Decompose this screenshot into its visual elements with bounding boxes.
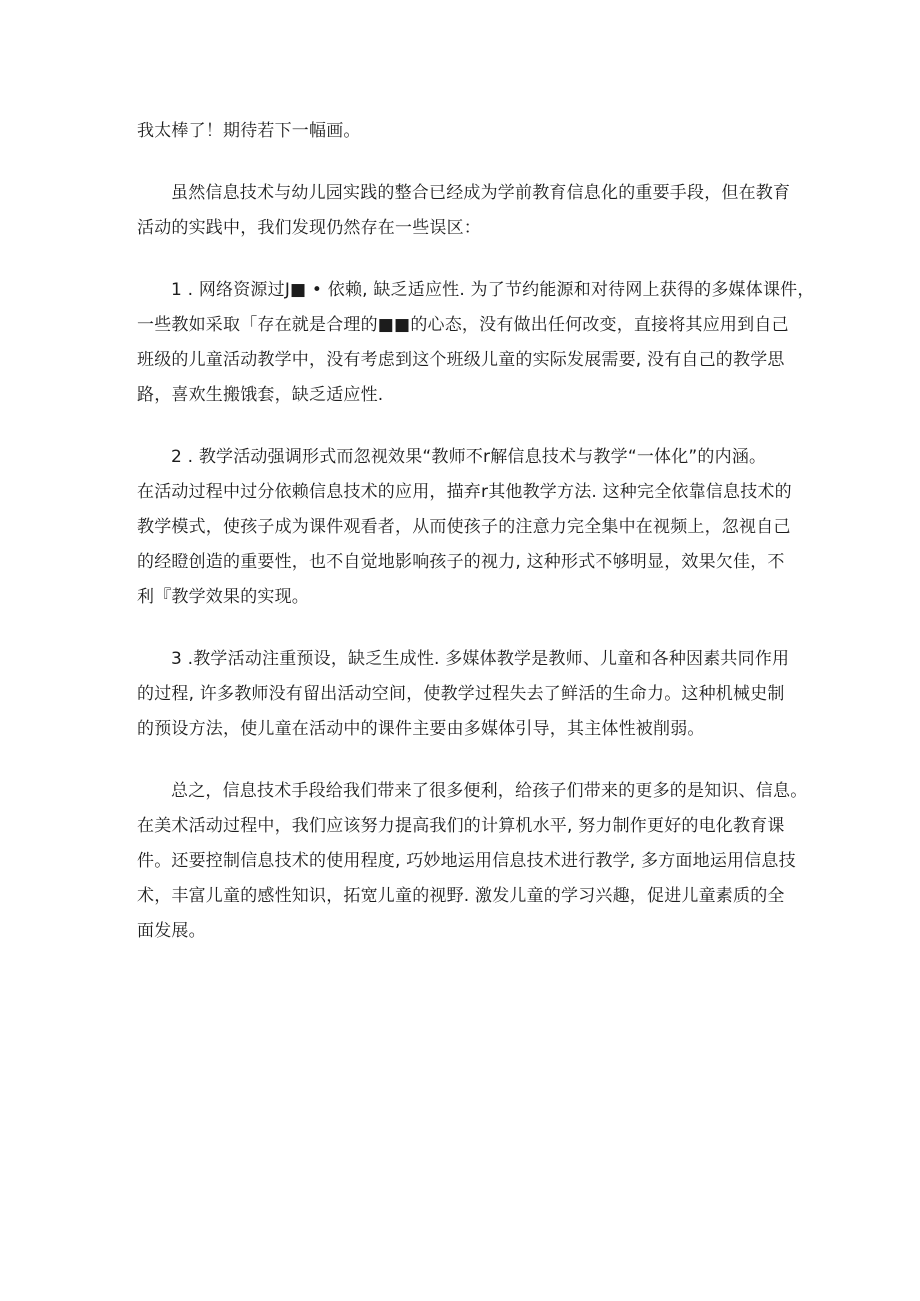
text-line: 的过程, 许多教师没有留出活动空间，使教学过程失去了鲜活的生命力。这种机械史制 [137,684,785,704]
text-line: 虽然信息技术与幼儿园实践的整合已经成为学前教育信息化的重要手段，但在教育 [171,183,791,203]
text-line: 在活动过程中过分依赖信息技术的应用，描弃r其他教学方法. 这种完全依靠信息技术的 [137,482,792,502]
text-line: 1 . 网络资源过J■ • 依赖, 缺乏适应性. 为了节约能源和对待网上获得的多媒体课件， [171,280,815,300]
text-line: 的预设方法，使儿童在活动中的课件主要由多媒体引导，其主体性被削弱。 [137,719,705,739]
paragraph-intro-tail [137,114,797,149]
text-line: 2 . 教学活动强调形式而忽视效果“教师不r解信息技术与教学“一体化”的内涵。 [171,447,767,467]
text-line: 路，喜欢生搬饿套，缺乏适应性. [137,385,384,405]
paragraph-point-2 [137,440,797,615]
text-line: 教学模式，使孩子成为课件观看者，从而使孩子的注意力完全集中在视频上，忽视自己 [137,517,791,537]
paragraph-conclusion [137,774,808,949]
text-line: 一些教如采取「存在就是合理的■■的心态，没有做出任何改变，直接将其应用到自己 [137,315,789,335]
text-line: 术，丰富儿童的感性知识，拓宽儿童的视野. 激发儿童的学习兴趣，促进儿童素质的全 [137,886,785,906]
text-line: 面发展。 [137,921,206,941]
paragraph-point-1 [137,273,815,413]
text-line: 件。还要控制信息技术的使用程度, 巧妙地运用信息技术进行教学, 多方面地运用信息技 [137,851,796,871]
paragraph-point-3 [137,642,797,747]
text-line: 利『教学效果的实现。 [137,587,309,607]
text-line: 的经瞪创造的重要性，也不自觉地影响孩子的视力, 这种形式不够明显，效果欠佳，不 [137,552,785,572]
text-line: 在美术活动过程中，我们应该努力提高我们的计算机水平, 努力制作更好的电化教育课 [137,816,785,836]
document-body [137,114,815,949]
text-line: 3 .教学活动注重预设，缺乏生成性. 多媒体教学是教师、儿童和各种因素共同作用 [171,649,790,669]
text-line: 总之，信息技术手段给我们带来了很多便利，给孩子们带来的更多的是知识、信息。 [171,781,808,801]
text-line: 班级的儿童活动教学中，没有考虑到这个班级儿童的实际发展需要, 没有自己的教学思 [137,350,785,370]
paragraph-misconceptions-intro [137,176,797,246]
text-line: 活动的实践中，我们发现仍然存在一些误区： [137,218,481,238]
text-line: 我太棒了！期待若下一幅画。 [137,121,361,141]
